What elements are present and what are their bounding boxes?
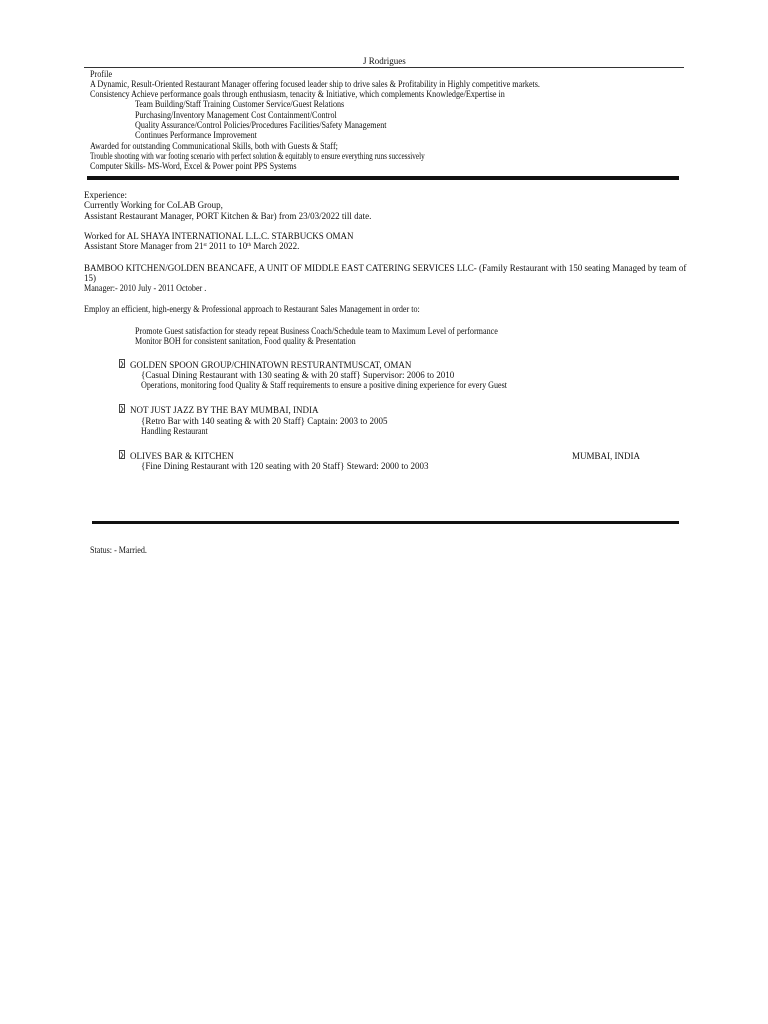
job-detail: {Casual Dining Restaurant with 130 seating & with 20 staff} Supervisor: 2006 to 2010 (141, 370, 455, 380)
marital-status: Status: - Married. (90, 545, 147, 555)
job-title: NOT JUST JAZZ BY THE BAY MUMBAI, INDIA (130, 405, 319, 415)
job-detail: {Fine Dining Restaurant with 120 seating with 20 Staff} Steward: 2000 to 2003 (141, 461, 429, 471)
profile-extra: Computer Skills- MS-Word, Excel & Power point PPS Systems (90, 161, 297, 171)
profile-extra: Trouble shooting with war footing scenario with perfect solution & equitably to ensure everything runs successively (90, 151, 425, 161)
job-detail: {Retro Bar with 140 seating & with 20 Staff} Captain: 2003 to 2005 (141, 416, 388, 426)
experience-current-role: Assistant Restaurant Manager, PORT Kitchen & Bar) from 23/03/2022 till date. (84, 211, 372, 221)
hourglass-bullet-icon (119, 359, 125, 368)
profile-extra: Awarded for outstanding Communicational Skills, both with Guests & Staff; (90, 141, 338, 151)
job-title: OLIVES BAR & KITCHEN (130, 451, 234, 461)
header-rule (84, 67, 684, 68)
alshaya-employer: Worked for AL SHAYA INTERNATIONAL L.L.C. STARBUCKS OMAN (84, 231, 354, 241)
profile-heading: Profile (90, 69, 113, 79)
profile-skill: Continues Performance Improvement (135, 130, 257, 140)
profile-line: A Dynamic, Result-Oriented Restaurant Manager offering focused leader ship to drive sales & Profitability in Highly competitive markets. (90, 79, 540, 89)
profile-skill: Purchasing/Inventory Management Cost Containment/Control (135, 110, 337, 120)
experience-heading: Experience: (84, 190, 127, 200)
resume-name: J Rodrigues (363, 56, 406, 66)
profile-skill: Team Building/Staff Training Customer Service/Guest Relations (135, 99, 345, 109)
job-location: MUMBAI, INDIA (572, 451, 640, 461)
job-detail: Operations, monitoring food Quality & Staff requirements to ensure a positive dining experience for every Guest (141, 380, 508, 390)
section-divider (92, 521, 679, 524)
job-detail: Handling Restaurant (141, 426, 208, 436)
bamboo-employer: BAMBOO KITCHEN/GOLDEN BEANCAFE, A UNIT OF MIDDLE EAST CATERING SERVICES LLC- (Family Restaurant with 150 seating Managed by team of (84, 263, 687, 273)
profile-skill: Quality Assurance/Control Policies/Procedures Facilities/Safety Management (135, 120, 387, 130)
duty-item: Monitor BOH for consistent sanitation, Food quality & Presentation (135, 336, 356, 346)
alshaya-role: Assistant Store Manager from 21st 2011 to 10th March 2022. (84, 241, 300, 251)
hourglass-bullet-icon (119, 450, 125, 459)
profile-line: Consistency Achieve performance goals through enthusiasm, tenacity & Initiative, which complements Knowledge/Expertise in (90, 89, 505, 99)
bamboo-role: Manager:- 2010 July - 2011 October . (84, 283, 207, 293)
job-title: GOLDEN SPOON GROUP/CHINATOWN RESTURANTMUSCAT, OMAN (130, 360, 412, 370)
employ-approach: Employ an efficient, high-energy & Professional approach to Restaurant Sales Management in order to: (84, 304, 420, 314)
experience-current: Currently Working for CoLAB Group, (84, 200, 223, 210)
section-divider (87, 176, 679, 180)
bamboo-employer-cont: 15) (84, 273, 96, 283)
duty-item: Promote Guest satisfaction for steady repeat Business Coach/Schedule team to Maximum Level of performance (135, 326, 498, 336)
hourglass-bullet-icon (119, 404, 125, 413)
